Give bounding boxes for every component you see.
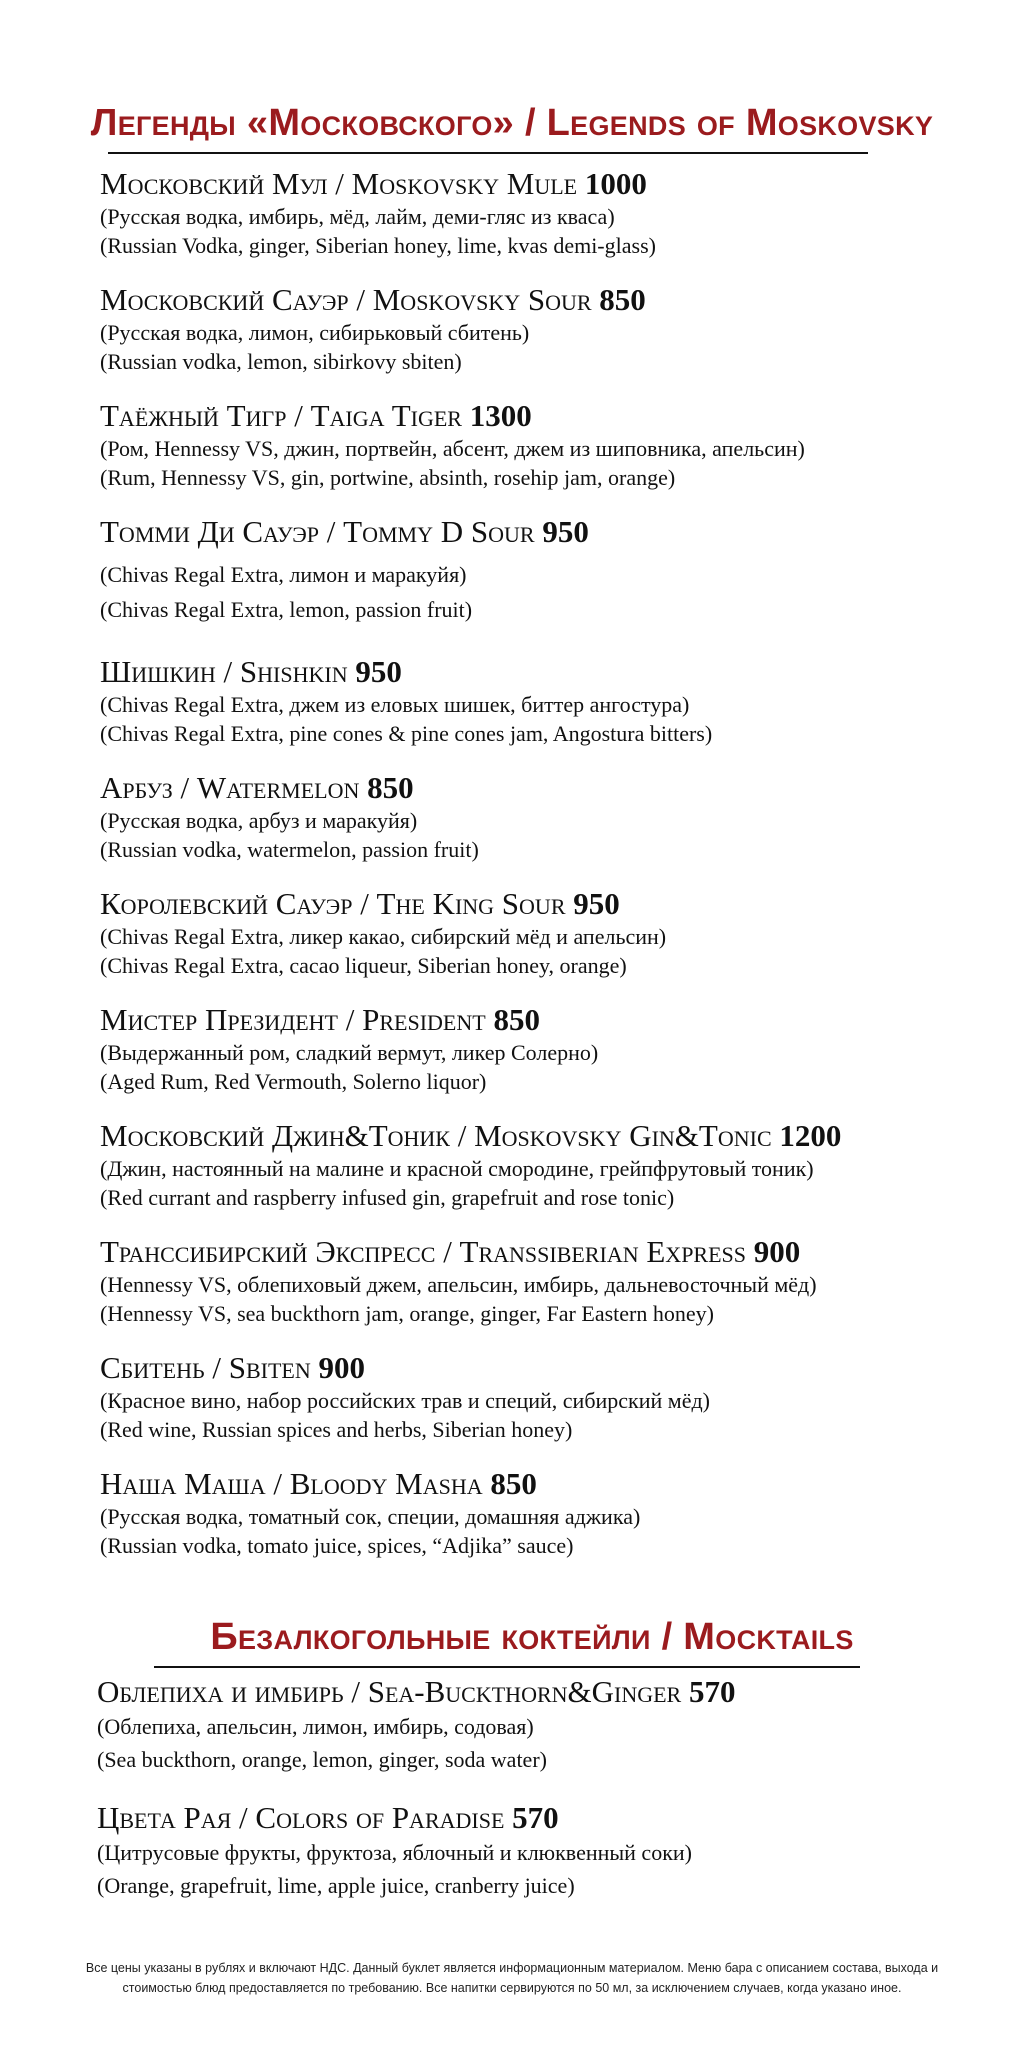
item-description-ru: (Русская водка, томатный сок, специи, домашняя аджика) — [100, 1504, 641, 1529]
item-description-en: (Chivas Regal Extra, pine cones & pine cones jam, Angostura bitters) — [100, 721, 713, 746]
item-description-en: (Hennessy VS, sea buckthorn jam, orange, ginger, Far Eastern honey) — [100, 1301, 714, 1326]
menu-item — [100, 886, 1024, 980]
item-description-ru: (Ром, Hennessy VS, джин, портвейн, абсент, джем из шиповника, апельсин) — [100, 436, 805, 461]
item-description-ru: (Русская водка, арбуз и маракуйя) — [100, 808, 418, 833]
item-description-ru: (Hennessy VS, облепиховый джем, апельсин, имбирь, дальневосточный мёд) — [100, 1272, 817, 1297]
item-price: 950 — [542, 514, 589, 549]
item-name: Наша Маша / Bloody Masha — [100, 1466, 483, 1501]
item-description-en: (Russian Vodka, ginger, Siberian honey, lime, kvas demi-glass) — [100, 233, 656, 258]
item-price: 1300 — [469, 398, 532, 433]
item-description-en: (Aged Rum, Red Vermouth, Solerno liquor) — [100, 1069, 487, 1094]
item-description-ru: (Chivas Regal Extra, джем из еловых шишек, биттер ангостура) — [100, 692, 690, 717]
item-price: 850 — [493, 1002, 540, 1037]
item-description-en: (Russian vodka, watermelon, passion fruit) — [100, 837, 479, 862]
item-description-en: (Russian vodka, lemon, sibirkovy sbiten) — [100, 349, 462, 374]
menu-item — [100, 398, 1024, 492]
section-divider — [154, 1666, 860, 1668]
menu-item — [100, 282, 1024, 376]
menu-item — [97, 1800, 1024, 1900]
item-description-ru: (Цитрусовые фрукты, фруктоза, яблочный и клюквенный соки) — [97, 1840, 692, 1865]
menu-item — [100, 1234, 1024, 1328]
menu-item — [100, 514, 1024, 624]
item-name: Облепиха и имбирь / Sea-Buckthorn&Ginger — [97, 1674, 682, 1709]
item-description-ru: (Chivas Regal Extra, лимон и маракуйя) — [100, 562, 467, 587]
item-name: Московский Мул / Moskovsky Mule — [100, 166, 578, 201]
item-description-en: (Chivas Regal Extra, lemon, passion fruit) — [100, 597, 473, 622]
footer-line: Все цены указаны в рублях и включают НДС. Данный буклет является информационным материалом. Меню бара с описанием состава, выхода и — [85, 1961, 939, 1975]
item-name: Шишкин / Shishkin — [100, 654, 348, 689]
menu-item — [97, 1674, 1024, 1774]
item-name: Арбуз / Watermelon — [100, 770, 360, 805]
legends-section — [0, 104, 1024, 154]
item-description-en: (Red wine, Russian spices and herbs, Siberian honey) — [100, 1417, 573, 1442]
item-price: 900 — [753, 1234, 801, 1269]
section-divider — [108, 152, 868, 154]
item-description-en: (Red currant and raspberry infused gin, grapefruit and rose tonic) — [100, 1185, 675, 1210]
item-price: 850 — [367, 770, 414, 805]
item-name: Мистер Президент / President — [100, 1002, 486, 1037]
legends-list — [0, 166, 1024, 1560]
item-name: Московский Сауэр / Moskovsky Sour — [100, 282, 592, 317]
menu-item — [100, 654, 1024, 748]
mocktails-section — [0, 1618, 1024, 1668]
item-description-ru: (Облепиха, апельсин, лимон, имбирь, содовая) — [97, 1714, 534, 1739]
item-description-ru: (Русская водка, лимон, сибирьковый сбитень) — [100, 320, 530, 345]
item-description-ru: (Chivas Regal Extra, ликер какао, сибирский мёд и апельсин) — [100, 924, 667, 949]
item-description-en: (Sea buckthorn, orange, lemon, ginger, soda water) — [97, 1747, 547, 1772]
item-description-ru: (Красное вино, набор российских трав и специй, сибирский мёд) — [100, 1388, 710, 1413]
item-name: Таёжный Тигр / Taiga Tiger — [100, 398, 462, 433]
mocktails-list — [0, 1674, 1024, 1900]
section-title: Легенды «Московского» / Legends of Moskovsky — [90, 102, 934, 144]
section-title: Безалкогольные коктейли / Mocktails — [210, 1616, 854, 1658]
menu-item — [100, 1466, 1024, 1560]
item-description-en: (Russian vodka, tomato juice, spices, “Adjika” sauce) — [100, 1533, 574, 1558]
menu-item — [100, 166, 1024, 260]
item-price: 950 — [573, 886, 620, 921]
footer-line: стоимостью блюд предоставляется по требованию. Все напитки сервируются по 50 мл, за исключением случаев, когда указано иное. — [122, 1981, 902, 1995]
item-price: 950 — [355, 654, 402, 689]
item-price: 850 — [599, 282, 646, 317]
menu-item — [100, 1002, 1024, 1096]
menu-item — [100, 770, 1024, 864]
menu-item — [100, 1350, 1024, 1444]
item-name: Московский Джин&Тоник / Moskovsky Gin&Tonic — [100, 1118, 772, 1153]
item-description-en: (Orange, grapefruit, lime, apple juice, cranberry juice) — [97, 1873, 575, 1898]
item-price: 1000 — [584, 166, 647, 201]
item-name: Цвета Рая / Colors of Paradise — [97, 1800, 505, 1835]
item-name: Транссибирский Экспресс / Transsiberian Express — [100, 1234, 747, 1269]
item-name: Томми Ди Сауэр / Tommy D Sour — [100, 514, 535, 549]
footer-note — [60, 1958, 964, 1998]
item-price: 570 — [512, 1800, 559, 1835]
item-name: Сбитень / Sbiten — [100, 1350, 311, 1385]
item-name: Королевский Сауэр / The King Sour — [100, 886, 566, 921]
item-price: 900 — [318, 1350, 365, 1385]
item-price: 850 — [490, 1466, 537, 1501]
item-description-en: (Chivas Regal Extra, cacao liqueur, Siberian honey, orange) — [100, 953, 627, 978]
item-description-ru: (Джин, настоянный на малине и красной смородине, грейпфрутовый тоник) — [100, 1156, 814, 1181]
item-description-ru: (Выдержанный ром, сладкий вермут, ликер Солерно) — [100, 1040, 599, 1065]
item-description-ru: (Русская водка, имбирь, мёд, лайм, деми-гляс из кваса) — [100, 204, 615, 229]
menu-item — [100, 1118, 1024, 1212]
item-description-en: (Rum, Hennessy VS, gin, portwine, absinth, rosehip jam, orange) — [100, 465, 676, 490]
item-price: 570 — [688, 1674, 736, 1709]
item-price: 1200 — [779, 1118, 842, 1153]
